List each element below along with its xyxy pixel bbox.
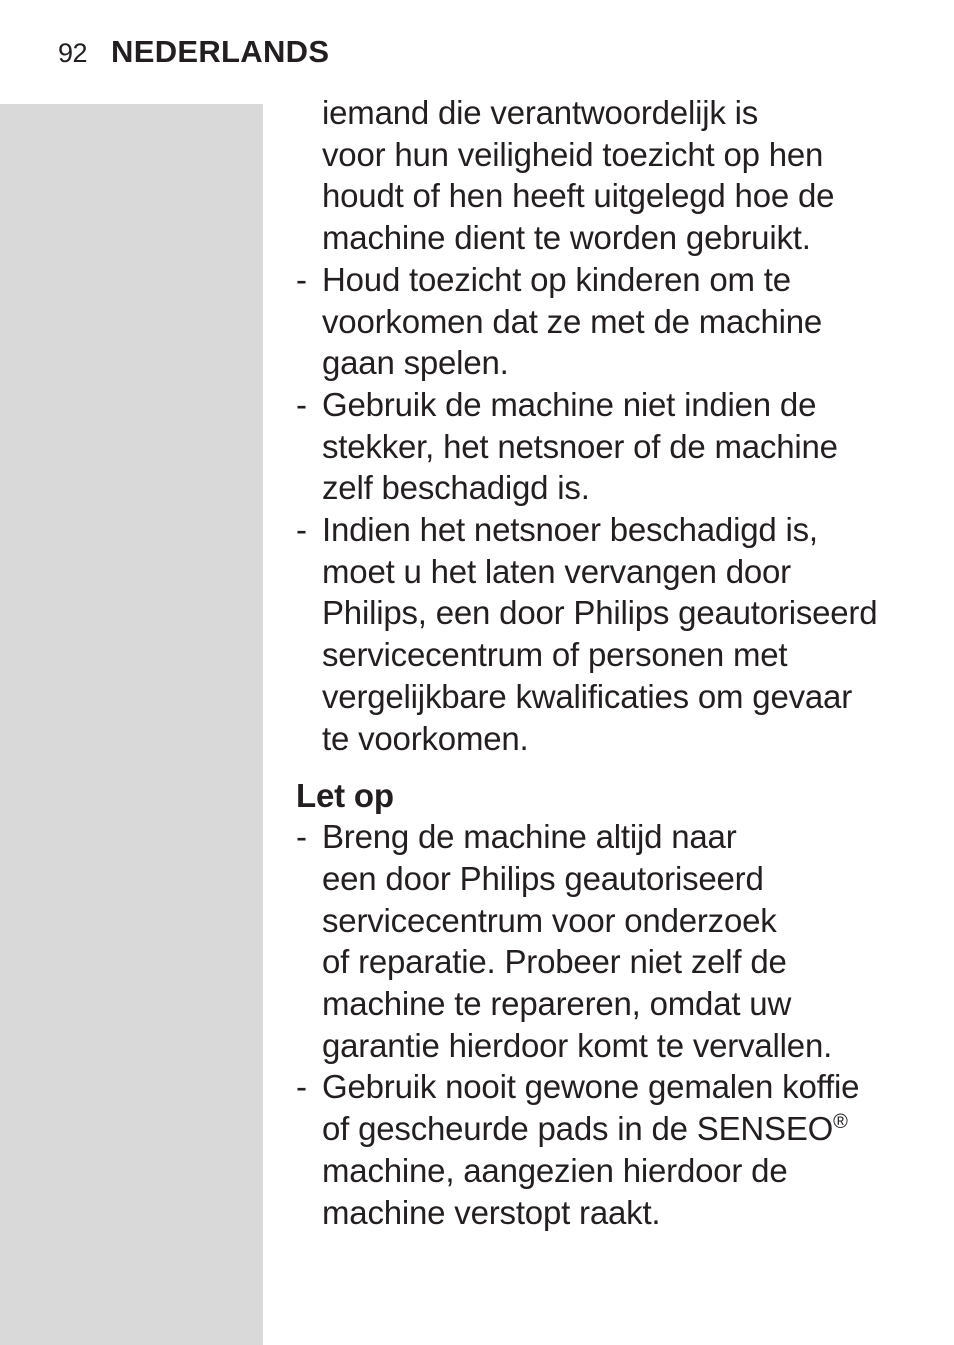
text-line: servicecentrum voor onderzoek [322,901,777,939]
text-line: moet u het laten vervangen door [322,552,791,590]
list-dash: - [296,818,307,856]
list-dash: - [296,511,307,549]
text-line: zelf beschadigd is. [322,469,590,507]
section-title: NEDERLANDS [111,34,330,69]
text-line: Philips, een door Philips geautoriseerd [322,594,878,632]
text-line [322,1108,916,1150]
text-line: gaan spelen. [322,344,509,382]
main-content [296,92,916,1233]
text-line: voorkomen dat ze met de machine [322,302,823,340]
list-dash: - [296,385,307,423]
text-line: houdt of hen heeft uitgelegd hoe de [322,177,835,215]
text-segment: of gescheurde pads in de SENSEO [322,1110,834,1148]
text-line: vergelijkbare kwalificaties om gevaar [322,677,852,715]
text-line: of reparatie. Probeer niet zelf de [322,943,787,981]
page-header [58,34,329,74]
text-line: Gebruik de machine niet indien de [322,385,817,423]
list-dash: - [296,1068,307,1106]
text-line: machine dient te worden gebruikt. [322,219,811,257]
caution-heading: Let op [296,777,394,815]
text-line: Breng de machine altijd naar [322,818,737,856]
text-line: Gebruik nooit gewone gemalen koffie [322,1068,860,1106]
text-line: iemand die verantwoordelijk is [322,94,759,131]
list-item [296,384,916,509]
page-number: 92 [58,38,88,68]
text-line: machine verstopt raakt. [322,1193,661,1231]
sidebar-panel [0,104,263,1345]
registered-mark: ® [833,1111,848,1134]
text-line: machine te repareren, omdat uw [322,985,792,1023]
text-line: Houd toezicht op kinderen om te [322,260,791,298]
text-line: voor hun veiligheid toezicht op hen [322,135,824,173]
text-line: Indien het netsnoer beschadigd is, [322,511,818,549]
list-item [296,1066,916,1233]
text-line: een door Philips geautoriseerd [322,859,764,897]
text-line: machine, aangezien hierdoor de [322,1151,788,1189]
text-line: servicecentrum of personen met [322,636,788,674]
text-line: stekker, het netsnoer of de machine [322,427,838,465]
continuation-paragraph [296,92,916,259]
list-item [296,816,916,1066]
text-line: garantie hierdoor komt te vervallen. [322,1026,833,1064]
text-line: te voorkomen. [322,719,529,757]
list-dash: - [296,260,307,298]
list-item [296,259,916,384]
list-item [296,509,916,759]
